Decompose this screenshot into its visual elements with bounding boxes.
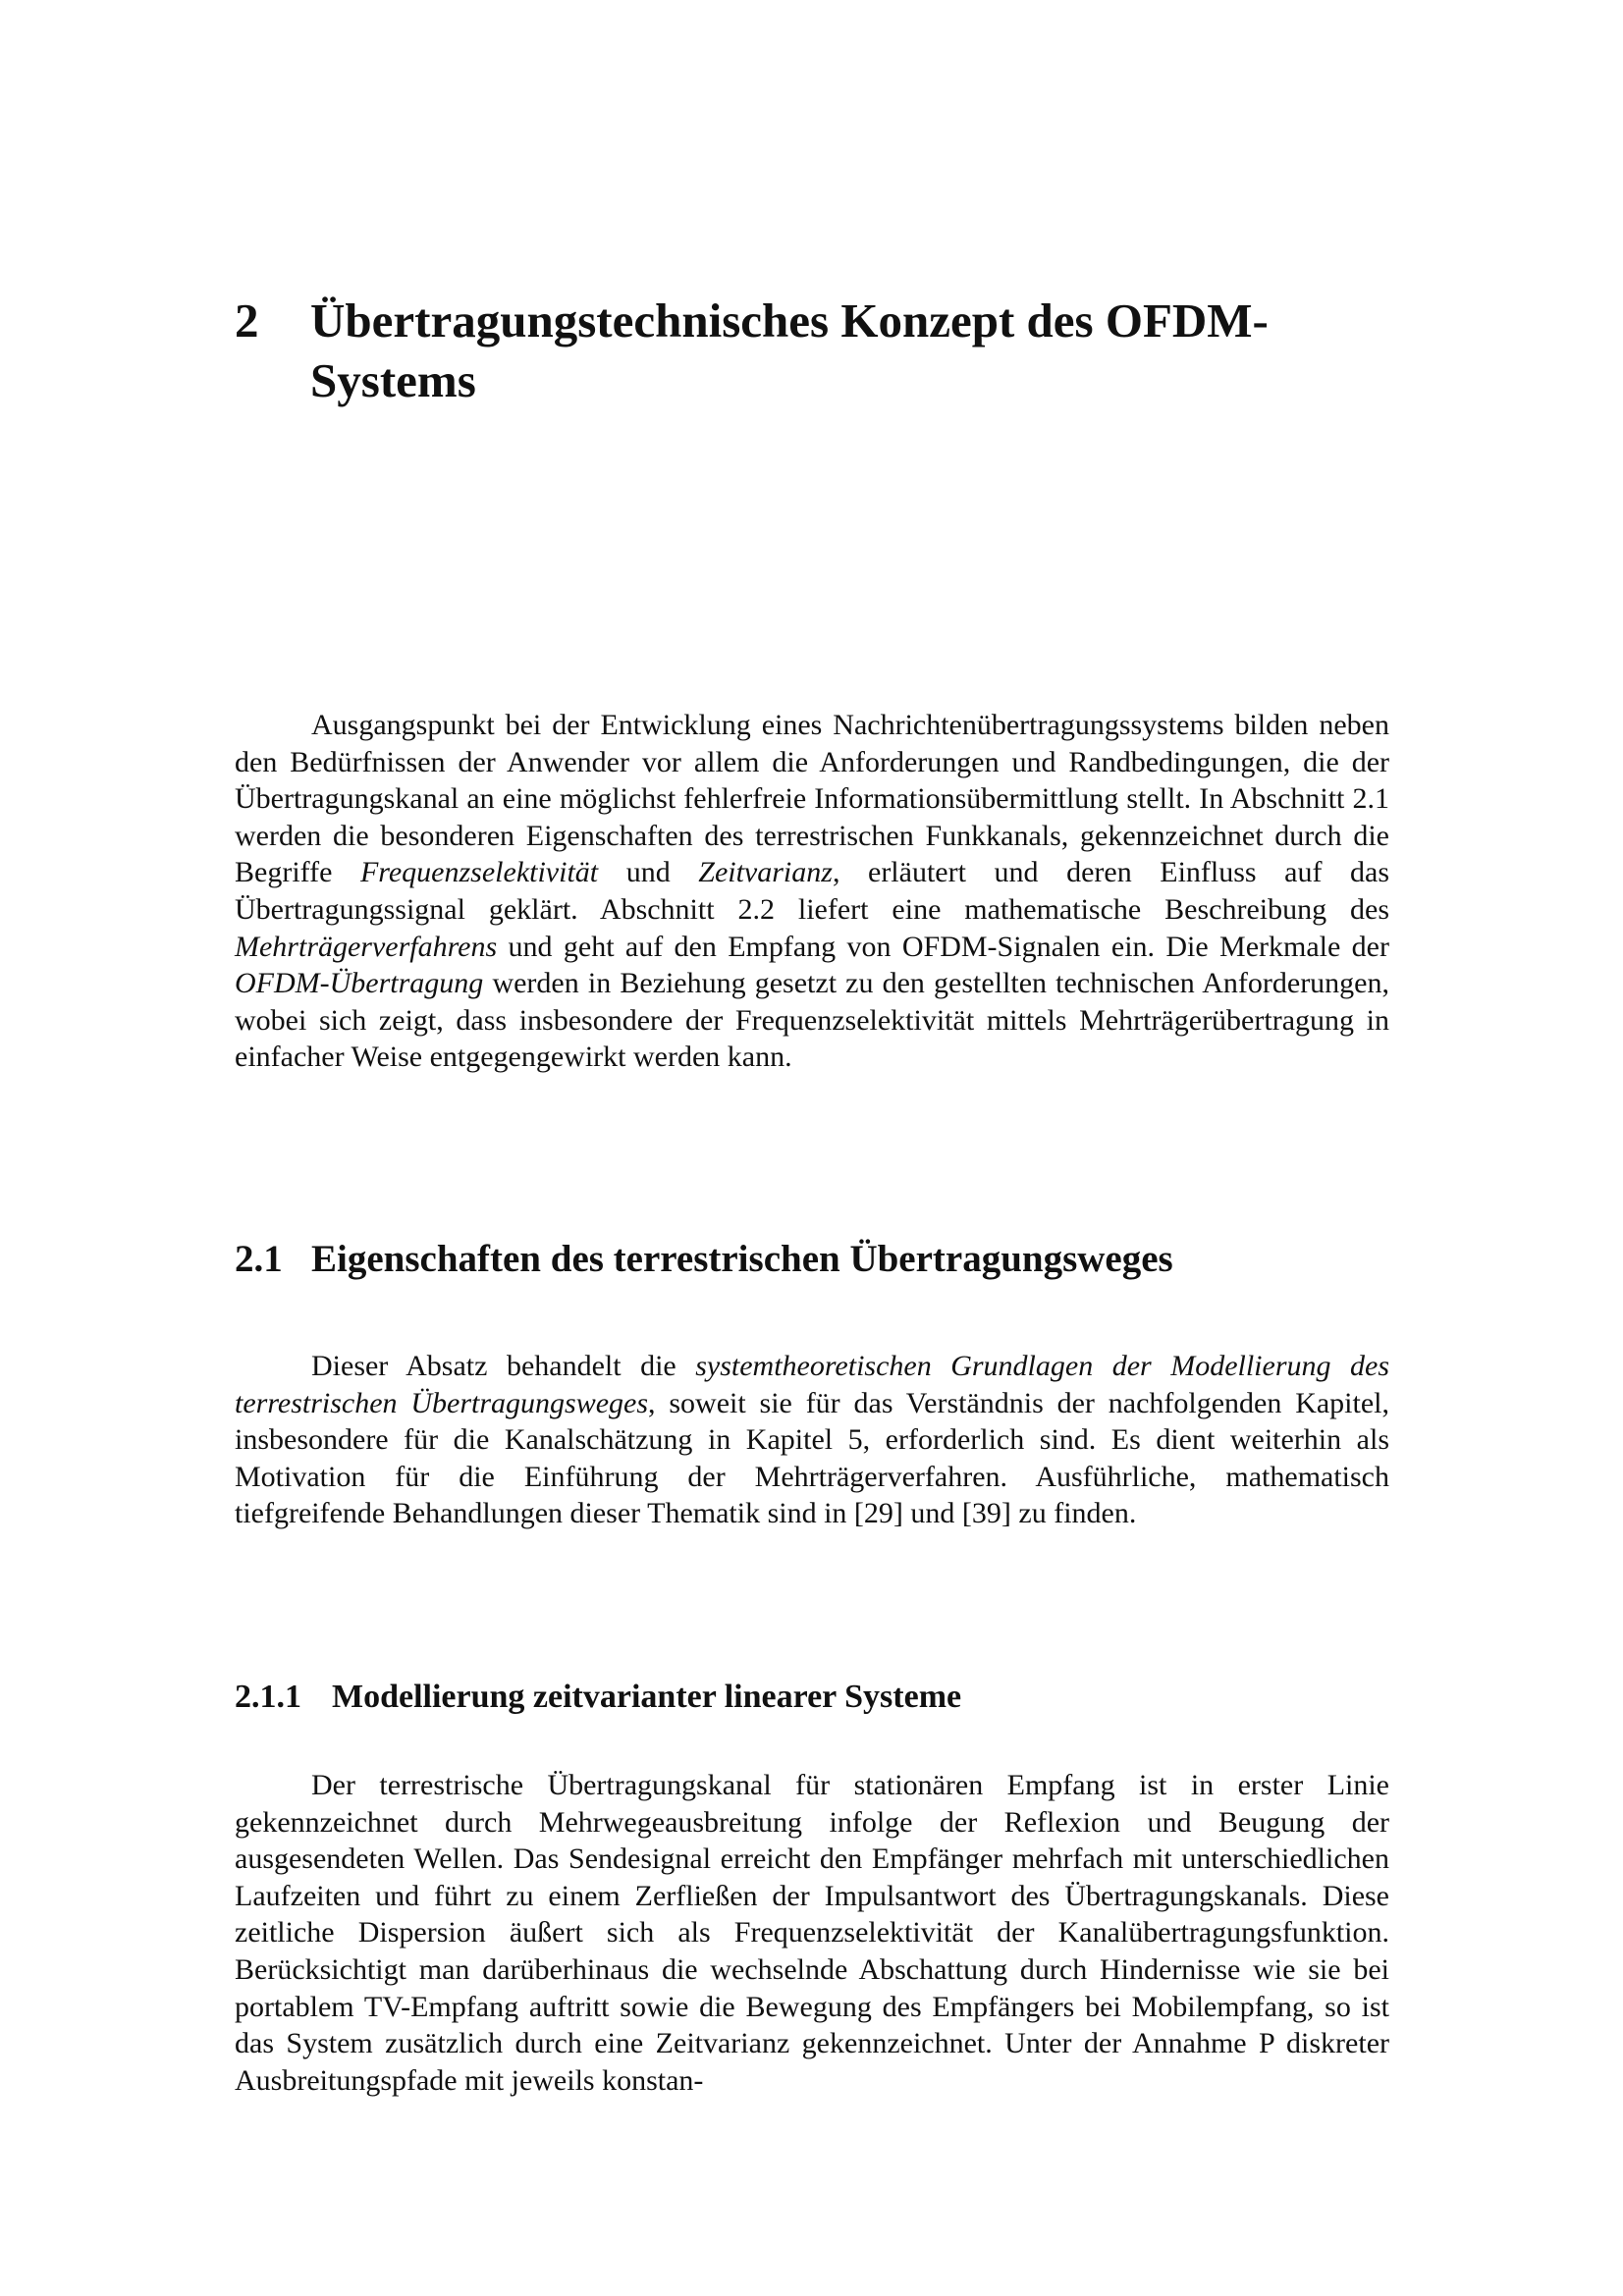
term-mehrtraegerverfahren: Mehrträgerverfahrens (235, 930, 498, 963)
section-number: 2.1 (235, 1238, 283, 1280)
chapter-number: 2 (235, 294, 259, 347)
subsection-title: Modellierung zeitvarianter linearer Systeme (332, 1679, 962, 1715)
section-paragraph: Dieser Absatz behandelt die systemtheoretischen Grundlagen der Modellierung des terrestrischen Übertragungsweges, soweit sie für das Verständnis der nachfolgenden Kapitel, insbesondere für die Kanalschätzung in Kapitel 5, erforderlich sind. Es dient weiterhin als Motivation für die Einführung der Mehrträgerverfahren. Ausführliche, mathematisch tiefgreifende Behandlungen dieser Thematik sind in [29] und [39] zu finden. (235, 1350, 1389, 1530)
term-ofdm-uebertragung: OFDM-Übertragung (235, 967, 484, 1000)
term-frequenzselektivitaet: Frequenzselektivität (359, 856, 599, 889)
section-title: Eigenschaften des terrestrischen Übertragungsweges (311, 1238, 1173, 1280)
term-grundlagen: systemtheoretischen Grundlagen der Modellierung des terrestrischen Übertragungsweges (235, 1350, 1389, 1419)
term-zeitvarianz: Zeitvarianz (698, 856, 833, 889)
section-heading (235, 1236, 1173, 1283)
subsection-number: 2.1.1 (235, 1679, 301, 1715)
subsection-heading (235, 1677, 961, 1718)
chapter-title: Übertragungstechnisches Konzept des OFDM-Systems (310, 294, 1269, 407)
chapter-heading (235, 291, 1413, 410)
intro-paragraph: Ausgangspunkt bei der Entwicklung eines Nachrichtenübertragungssystems bilden neben den Bedürfnissen der Anwender vor allem die Anforderungen und Randbedingungen, die der Übertragungskanal an eine möglichst fehlerfreie Informationsübermittlung stellt. In Abschnitt 2.1 werden die besonderen Eigenschaften des terrestrischen Funkkanals, gekennzeichnet durch die Begriffe Frequenzselektivität und Zeitvarianz, erläutert und deren Einfluss auf das Übertragungssignal geklärt. Abschnitt 2.2 liefert eine mathematische Beschreibung des Mehrträgerverfahrens und geht auf den Empfang von OFDM-Signalen ein. Die Merkmale der OFDM-Übertragung werden in Beziehung gesetzt zu den gestellten technischen Anforderungen, wobei sich zeigt, dass insbesondere der Frequenzselektivität mittels Mehrträgerübertragung in einfacher Weise entgegengewirkt werden kann. (235, 709, 1390, 1074)
subsection-paragraph: Der terrestrische Übertragungskanal für stationären Empfang ist in erster Linie gekennzeichnet durch Mehrwegeausbreitung infolge der Reflexion und Beugung der ausgesendeten Wellen. Das Sendesignal erreicht den Empfänger mehrfach mit unterschiedlichen Laufzeiten und führt zu einem Zerfließen der Impulsantwort des Übertragungskanals. Diese zeitliche Dispersion äußert sich als Frequenzselektivität der Kanalübertragungsfunktion. Berücksichtigt man darüberhinaus die wechselnde Abschattung durch Hindernisse wie sie bei portablem TV-Empfang auftritt sowie die Bewegung des Empfängers bei Mobilempfang, so ist das System zusätzlich durch eine Zeitvarianz gekennzeichnet. Unter der Annahme P diskreter Ausbreitungspfade mit jeweils konstan- (235, 1769, 1389, 2097)
